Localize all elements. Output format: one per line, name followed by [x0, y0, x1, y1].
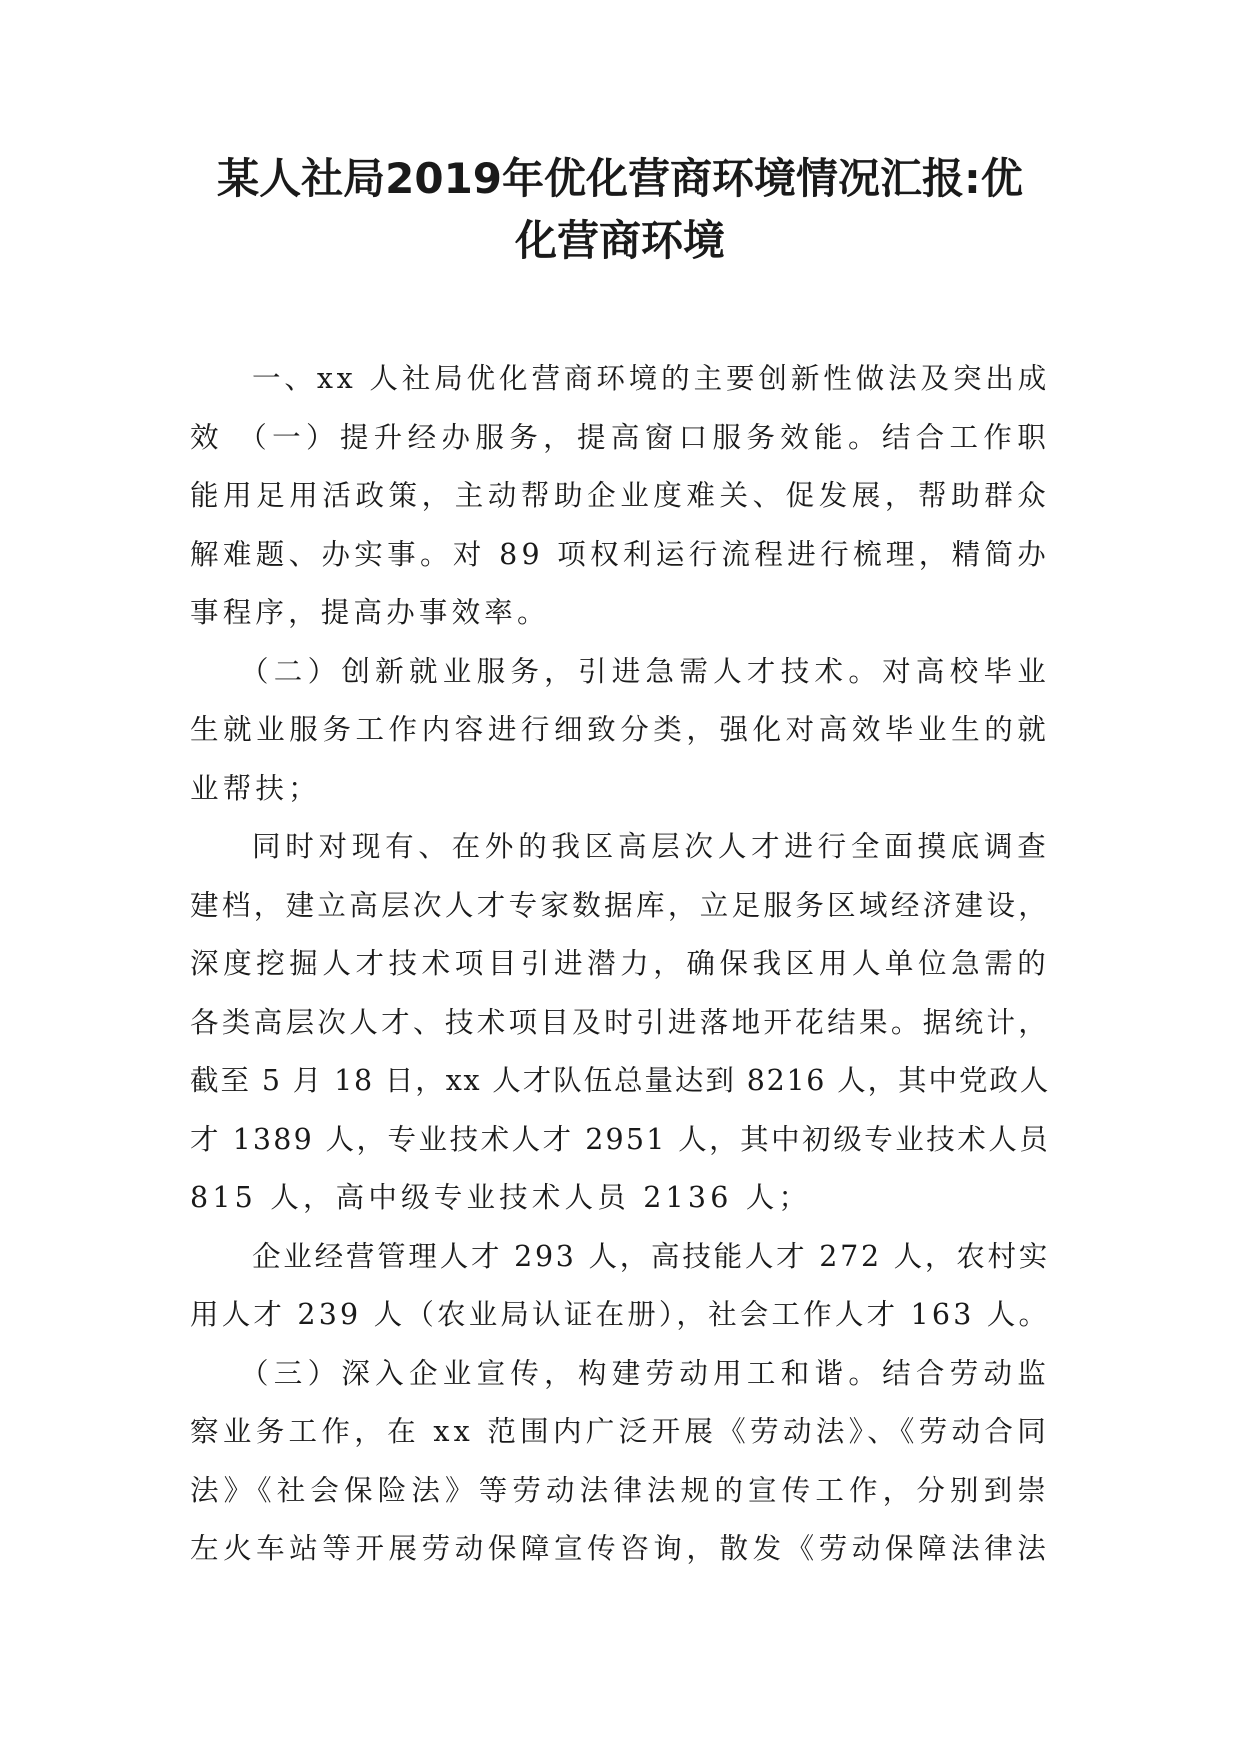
body-line: 事程序，提高办事效率。	[190, 596, 550, 629]
body-line: 业帮扶；	[190, 771, 321, 805]
title-line: 化营商环境	[514, 216, 725, 265]
body-line: 各类高层次人才、技术项目及时引进落地开花结果。据统计，	[190, 1005, 1050, 1039]
document-body	[190, 350, 1050, 1579]
body-line: 同时对现有、在外的我区高层次人才进行全面摸底调查	[252, 830, 1050, 863]
body-line: 效 （一）提升经办服务，提高窗口服务效能。结合工作职	[190, 420, 1050, 454]
body-line: （三）深入企业宣传，构建劳动用工和谐。结合劳动监	[240, 1356, 1050, 1390]
title-line: 某人社局2019年优化营商环境情况汇报:优	[217, 154, 1023, 203]
body-line: 建档，建立高层次人才专家数据库，立足服务区域经济建设，	[190, 888, 1050, 922]
body-line: 法》《社会保险法》等劳动法律法规的宣传工作，分别到崇	[190, 1473, 1050, 1507]
body-line: 深度挖掘人才技术项目引进潜力，确保我区用人单位急需的	[190, 947, 1050, 980]
body-line: 截至 5 月 18 日，xx 人才队伍总量达到 8216 人，其中党政人	[190, 1064, 1050, 1097]
body-line: 能用足用活政策，主动帮助企业度难关、促发展，帮助群众	[190, 479, 1050, 512]
body-line: 用人才 239 人（农业局认证在册），社会工作人才 163 人。	[190, 1298, 1051, 1331]
body-line: 才 1389 人，专业技术人才 2951 人，其中初级专业技术人员	[190, 1122, 1050, 1156]
body-line: 生就业服务工作内容进行细致分类，强化对高效毕业生的就	[190, 713, 1050, 746]
body-line: 解难题、办实事。对 89 项权利运行流程进行梳理，精简办	[190, 537, 1050, 571]
document-title	[180, 148, 1060, 272]
body-line: 815 人，高中级专业技术人员 2136 人；	[190, 1181, 812, 1214]
body-line: 察业务工作，在 xx 范围内广泛开展《劳动法》、《劳动合同	[190, 1415, 1050, 1448]
body-line: 一、xx 人社局优化营商环境的主要创新性做法及突出成	[252, 362, 1050, 395]
body-line: 企业经营管理人才 293 人，高技能人才 272 人，农村实	[252, 1239, 1050, 1273]
body-line: （二）创新就业服务，引进急需人才技术。对高校毕业	[240, 654, 1050, 688]
body-line: 左火车站等开展劳动保障宣传咨询，散发《劳动保障法律法	[190, 1532, 1050, 1565]
